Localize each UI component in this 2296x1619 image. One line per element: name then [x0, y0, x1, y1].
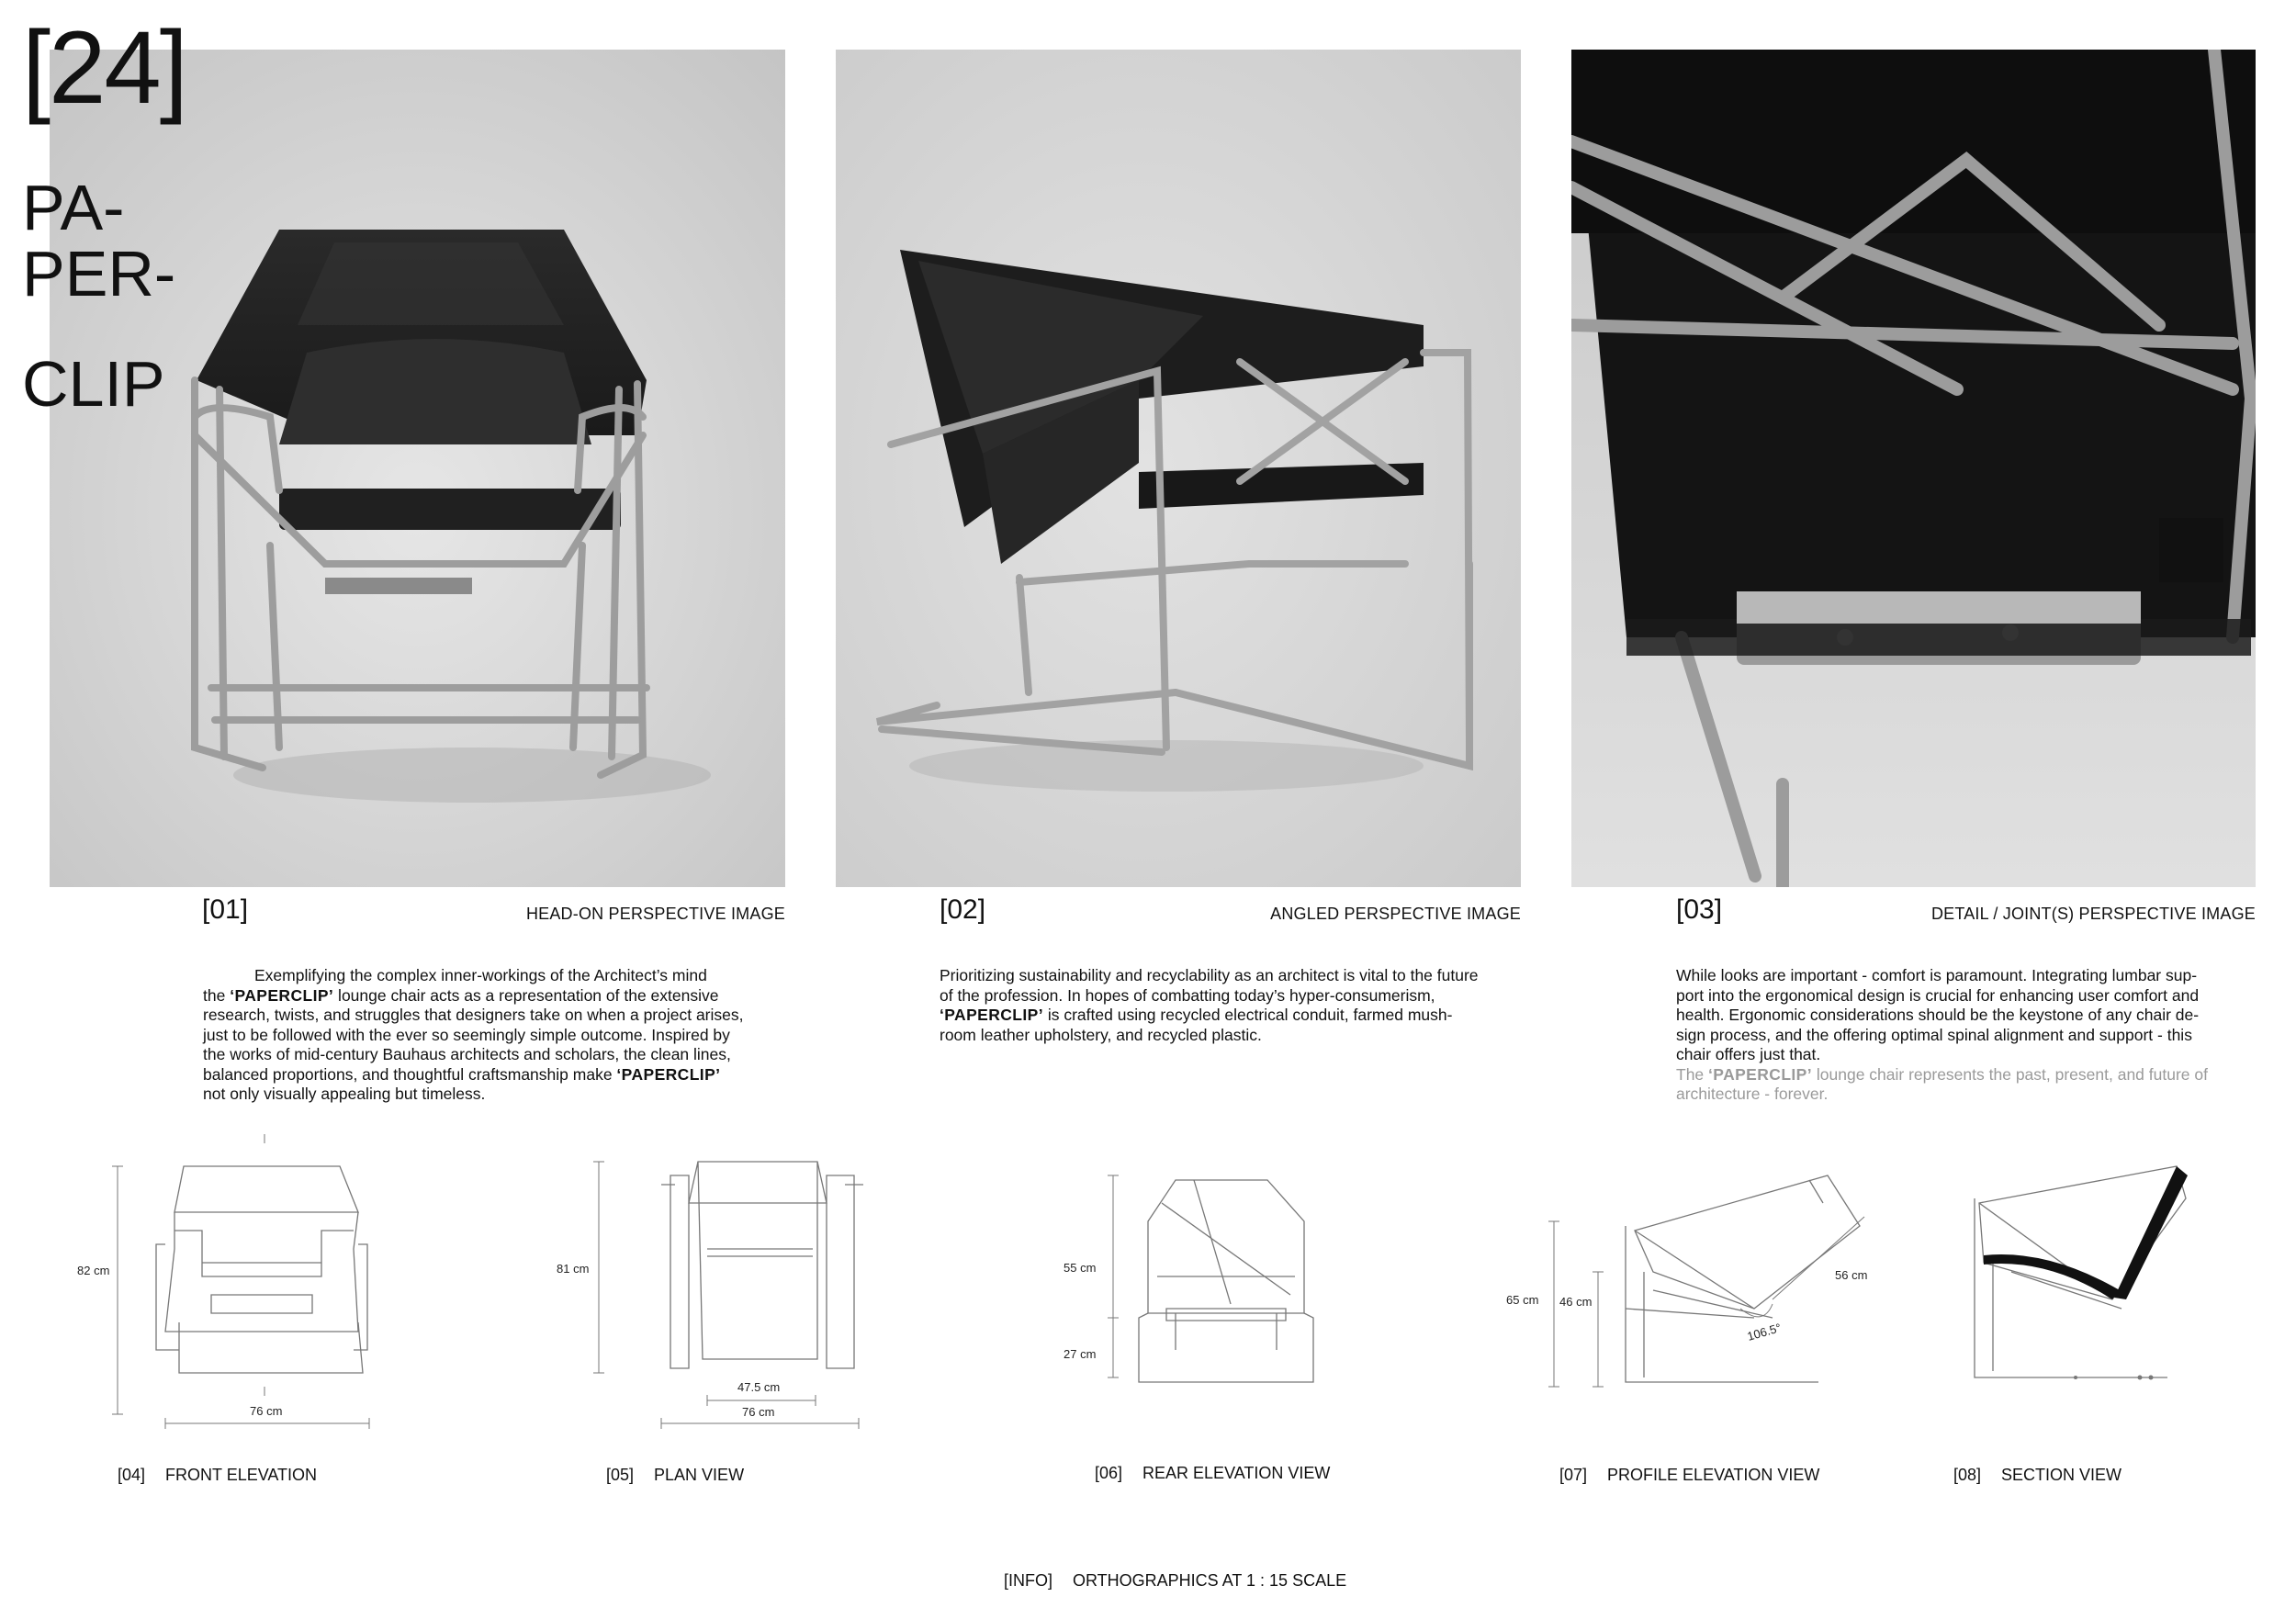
ortho-label-06: [06] REAR ELEVATION VIEW: [1095, 1464, 1331, 1482]
rear-lower-dim: 27 cm: [1064, 1347, 1097, 1361]
plan-inner-dim: 47.5 cm: [737, 1380, 781, 1394]
ortho-label-04: [04] FRONT ELEVATION: [118, 1466, 318, 1484]
plan-width-dim: 76 cm: [742, 1405, 775, 1419]
detail-render: [1571, 50, 2256, 887]
scale-info: [INFO] ORTHOGRAPHICS AT 1 : 15 SCALE: [1004, 1571, 1347, 1590]
image-label-01: HEAD-ON PERSPECTIVE IMAGE: [525, 905, 785, 923]
title-line-1: PA-: [22, 172, 125, 243]
image-number-01: [01]: [202, 894, 249, 925]
description-paragraph-3: [1676, 966, 2273, 1105]
p3-line-5: chair offers just that.: [1676, 1045, 1821, 1063]
profile-elevation-drawing: [1497, 1171, 1901, 1400]
p1-line-7: not only visually appealing but timeless.: [203, 1085, 486, 1103]
image-number-02: [02]: [940, 894, 986, 925]
rear-upper-dim: 55 cm: [1064, 1261, 1097, 1275]
p3-line-7: architecture - forever.: [1676, 1085, 1829, 1103]
p1-line-2: the ‘PAPERCLIP’ lounge chair acts as a representation of the extensive: [203, 985, 719, 1005]
title-line-2: PER-: [22, 238, 176, 310]
section-view-drawing: [1956, 1162, 2232, 1391]
front-width-dim: 76 cm: [250, 1404, 283, 1418]
sheet-title: [22, 172, 176, 421]
p3-line-4: sign process, and the offering optimal spinal alignment and support - this: [1676, 1025, 2192, 1044]
p1-line-1: Exemplifying the complex inner-workings of the Architect’s mind: [254, 966, 707, 984]
description-paragraph-2: [940, 966, 1546, 1045]
profile-back-dim: 56 cm: [1835, 1268, 1868, 1282]
image-label-03: DETAIL / JOINT(S) PERSPECTIVE IMAGE: [1930, 905, 2256, 923]
image-label-02: ANGLED PERSPECTIVE IMAGE: [1270, 905, 1521, 923]
ortho-label-08: [08] SECTION VIEW: [1953, 1466, 2122, 1484]
front-height-dim: 82 cm: [77, 1264, 110, 1277]
front-elevation-drawing: [73, 1130, 404, 1433]
p3-line-1: While looks are important - comfort is paramount. Integrating lumbar sup-: [1676, 966, 2198, 984]
sheet-number: [24]: [22, 10, 186, 125]
title-line-3: CLIP: [22, 348, 165, 421]
ortho-label-07: [07] PROFILE ELEVATION VIEW: [1559, 1466, 1820, 1484]
plan-depth-dim: 81 cm: [557, 1262, 590, 1276]
p2-line-3: ‘PAPERCLIP’ is crafted using recycled electrical conduit, farmed mush-: [940, 1006, 1453, 1024]
p2-line-1: Prioritizing sustainability and recyclability as an architect is vital to the future: [940, 966, 1479, 984]
p3-line-6: The ‘PAPERCLIP’ lounge chair represents the past, present, and future of: [1676, 1064, 2208, 1084]
image-number-03: [03]: [1676, 894, 1723, 925]
p2-line-4: room leather upholstery, and recycled plastic.: [940, 1025, 1262, 1044]
p3-line-3: health. Ergonomic considerations should be the keystone of any chair de-: [1676, 1006, 2200, 1024]
rear-elevation-drawing: [1056, 1166, 1387, 1396]
profile-seat-dim: 46 cm: [1559, 1295, 1593, 1309]
p1-line-3: research, twists, and struggles that designers take on when a project arises,: [203, 1006, 744, 1024]
profile-total-dim: 65 cm: [1506, 1293, 1539, 1307]
ortho-label-05: [05] PLAN VIEW: [606, 1466, 745, 1484]
angled-render: [836, 50, 1521, 887]
p3-line-2: port into the ergonomical design is crucial for enhancing user comfort and: [1676, 985, 2200, 1005]
p2-line-2: of the profession. In hopes of combatting today’s hyper-consumerism,: [940, 985, 1435, 1005]
p1-line-6: balanced proportions, and thoughtful craftsmanship make ‘PAPERCLIP’: [203, 1064, 721, 1084]
p1-line-5: the works of mid-century Bauhaus architects and scholars, the clean lines,: [203, 1045, 731, 1063]
profile-angle-dim: 106.5°: [1745, 1321, 1784, 1344]
p1-line-4: just to be followed with the ever so seemingly simple outcome. Inspired by: [203, 1025, 730, 1044]
plan-view-drawing: [551, 1148, 882, 1433]
description-paragraph-1: [203, 966, 791, 1105]
